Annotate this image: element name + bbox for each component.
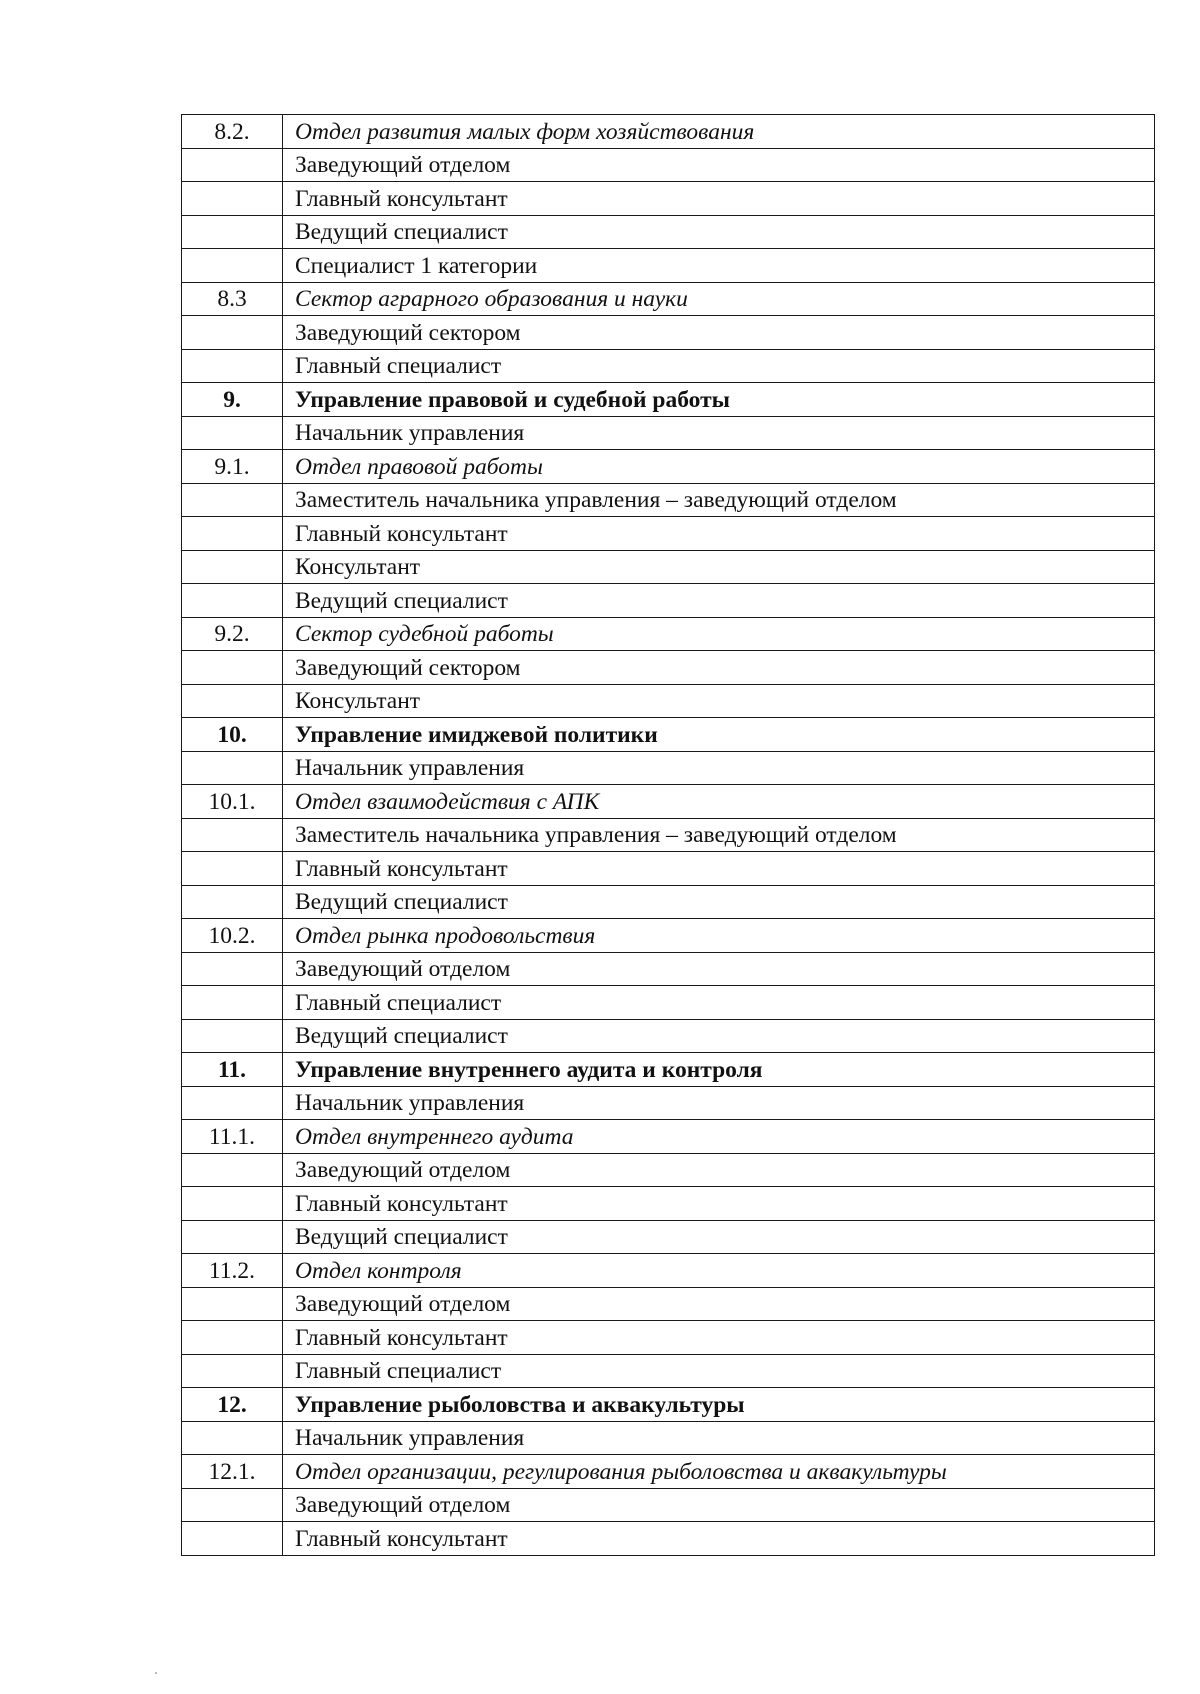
row-number — [182, 148, 283, 182]
position-title: Ведущий специалист — [283, 885, 1155, 919]
row-number — [182, 1354, 283, 1388]
row-number — [182, 517, 283, 551]
position-row — [182, 316, 1155, 350]
unit-row — [182, 1120, 1155, 1154]
department-row — [182, 383, 1155, 417]
row-number: 11. — [182, 1053, 283, 1087]
position-title: Специалист 1 категории — [283, 249, 1155, 283]
row-number — [182, 885, 283, 919]
unit-row — [182, 1254, 1155, 1288]
row-number — [182, 249, 283, 283]
row-number — [182, 550, 283, 584]
department-row — [182, 718, 1155, 752]
position-row — [182, 584, 1155, 618]
position-title: Ведущий специалист — [283, 215, 1155, 249]
row-number: 12. — [182, 1388, 283, 1422]
position-row — [182, 1488, 1155, 1522]
unit-title: Отдел развития малых форм хозяйствования — [283, 115, 1155, 149]
unit-title: Отдел правовой работы — [283, 450, 1155, 484]
unit-title: Отдел внутреннего аудита — [283, 1120, 1155, 1154]
row-number — [182, 1287, 283, 1321]
row-number — [182, 1321, 283, 1355]
position-row — [182, 751, 1155, 785]
unit-row — [182, 282, 1155, 316]
row-number — [182, 684, 283, 718]
position-row — [182, 483, 1155, 517]
position-title: Заведующий сектором — [283, 651, 1155, 685]
row-number: 8.3 — [182, 282, 283, 316]
unit-row — [182, 919, 1155, 953]
row-number — [182, 416, 283, 450]
row-number — [182, 316, 283, 350]
position-title: Заместитель начальника управления – заведующий отделом — [283, 483, 1155, 517]
position-title: Главный консультант — [283, 517, 1155, 551]
row-number: 9. — [182, 383, 283, 417]
unit-title: Управление внутреннего аудита и контроля — [283, 1053, 1155, 1087]
position-row — [182, 182, 1155, 216]
staff-structure-table — [181, 114, 1155, 1556]
position-title: Начальник управления — [283, 751, 1155, 785]
position-row — [182, 1187, 1155, 1221]
row-number — [182, 1522, 283, 1556]
position-row — [182, 952, 1155, 986]
position-row — [182, 1522, 1155, 1556]
row-number: 11.1. — [182, 1120, 283, 1154]
row-number — [182, 952, 283, 986]
position-title: Заведующий отделом — [283, 148, 1155, 182]
position-title: Консультант — [283, 550, 1155, 584]
position-title: Начальник управления — [283, 1086, 1155, 1120]
position-row — [182, 1019, 1155, 1053]
position-row — [182, 684, 1155, 718]
unit-row — [182, 450, 1155, 484]
position-title: Начальник управления — [283, 416, 1155, 450]
position-title: Главный консультант — [283, 1187, 1155, 1221]
position-row — [182, 550, 1155, 584]
department-row — [182, 1388, 1155, 1422]
position-row — [182, 349, 1155, 383]
position-title: Главный специалист — [283, 349, 1155, 383]
position-row — [182, 986, 1155, 1020]
position-row — [182, 1321, 1155, 1355]
row-number: 8.2. — [182, 115, 283, 149]
position-title: Ведущий специалист — [283, 1019, 1155, 1053]
position-row — [182, 852, 1155, 886]
position-title: Заведующий отделом — [283, 1153, 1155, 1187]
position-title: Главный специалист — [283, 1354, 1155, 1388]
position-row — [182, 148, 1155, 182]
scan-artifact — [155, 1672, 157, 1674]
staff-table-body — [182, 115, 1155, 1556]
position-row — [182, 1354, 1155, 1388]
row-number: 11.2. — [182, 1254, 283, 1288]
unit-title: Управление имиджевой политики — [283, 718, 1155, 752]
unit-row — [182, 617, 1155, 651]
position-row — [182, 1153, 1155, 1187]
unit-title: Отдел контроля — [283, 1254, 1155, 1288]
unit-title: Сектор судебной работы — [283, 617, 1155, 651]
row-number: 10. — [182, 718, 283, 752]
position-row — [182, 1421, 1155, 1455]
position-title: Заведующий отделом — [283, 1287, 1155, 1321]
unit-row — [182, 785, 1155, 819]
row-number — [182, 1421, 283, 1455]
position-title: Главный консультант — [283, 1522, 1155, 1556]
department-row — [182, 1053, 1155, 1087]
position-title: Заведующий отделом — [283, 1488, 1155, 1522]
unit-title: Управление правовой и судебной работы — [283, 383, 1155, 417]
row-number: 9.1. — [182, 450, 283, 484]
row-number — [182, 651, 283, 685]
position-title: Главный консультант — [283, 182, 1155, 216]
position-row — [182, 249, 1155, 283]
row-number — [182, 986, 283, 1020]
unit-title: Отдел взаимодействия с АПК — [283, 785, 1155, 819]
row-number — [182, 182, 283, 216]
row-number: 12.1. — [182, 1455, 283, 1489]
row-number — [182, 584, 283, 618]
unit-title: Отдел организации, регулирования рыболовства и аквакультуры — [283, 1455, 1155, 1489]
row-number — [182, 818, 283, 852]
row-number — [182, 1153, 283, 1187]
position-title: Заместитель начальника управления – заведующий отделом — [283, 818, 1155, 852]
row-number — [182, 1187, 283, 1221]
row-number: 9.2. — [182, 617, 283, 651]
unit-row — [182, 115, 1155, 149]
position-title: Заведующий отделом — [283, 952, 1155, 986]
position-title: Консультант — [283, 684, 1155, 718]
position-title: Ведущий специалист — [283, 584, 1155, 618]
unit-title: Управление рыболовства и аквакультуры — [283, 1388, 1155, 1422]
row-number — [182, 349, 283, 383]
position-title: Главный консультант — [283, 852, 1155, 886]
row-number — [182, 215, 283, 249]
position-row — [182, 215, 1155, 249]
position-title: Начальник управления — [283, 1421, 1155, 1455]
position-row — [182, 517, 1155, 551]
unit-row — [182, 1455, 1155, 1489]
position-row — [182, 885, 1155, 919]
row-number — [182, 1220, 283, 1254]
position-title: Заведующий сектором — [283, 316, 1155, 350]
position-row — [182, 651, 1155, 685]
position-title: Ведущий специалист — [283, 1220, 1155, 1254]
row-number: 10.1. — [182, 785, 283, 819]
position-row — [182, 1220, 1155, 1254]
row-number — [182, 751, 283, 785]
row-number — [182, 1488, 283, 1522]
position-title: Главный консультант — [283, 1321, 1155, 1355]
row-number — [182, 483, 283, 517]
position-title: Главный специалист — [283, 986, 1155, 1020]
position-row — [182, 818, 1155, 852]
row-number: 10.2. — [182, 919, 283, 953]
row-number — [182, 1019, 283, 1053]
unit-title: Сектор аграрного образования и науки — [283, 282, 1155, 316]
row-number — [182, 852, 283, 886]
row-number — [182, 1086, 283, 1120]
position-row — [182, 1287, 1155, 1321]
unit-title: Отдел рынка продовольствия — [283, 919, 1155, 953]
position-row — [182, 1086, 1155, 1120]
position-row — [182, 416, 1155, 450]
